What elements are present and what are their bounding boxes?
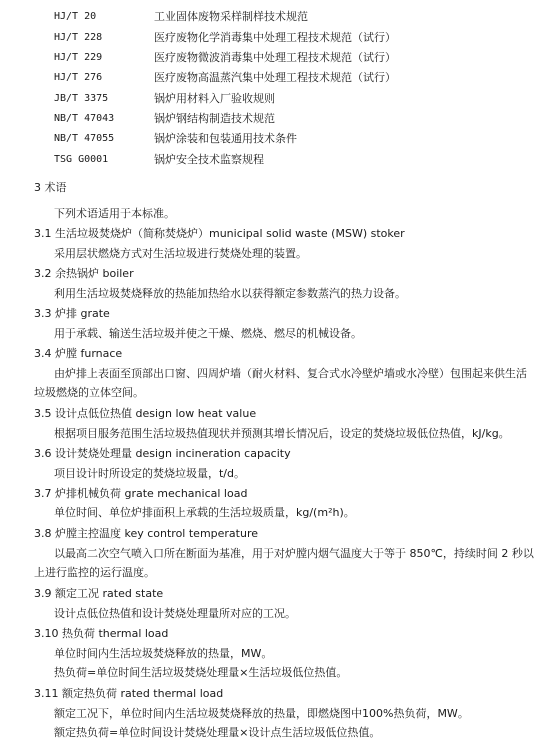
term-definition: 由炉排上表面至顶部出口窗、四周炉墙（耐火材料、复合式水冷壁炉墙或水冷壁）包围起来供生活	[54, 367, 527, 380]
section-heading: 3 术语	[34, 181, 67, 194]
term-heading: 3.1 生活垃圾焚烧炉（简称焚烧炉）municipal solid waste (MSW) stoker	[34, 227, 405, 240]
term-definition: 设计点低位热值和设计焚烧处理量所对应的工况。	[54, 607, 296, 620]
standard-title: 医疗废物化学消毒集中处理工程技术规范（试行）	[154, 31, 396, 44]
term-definition: 根据项目服务范围生活垃圾热值现状并预测其增长情况后，设定的焚烧垃圾低位热值，kJ/kg。	[54, 427, 510, 440]
standard-title: 工业固体废物采样制样技术规范	[154, 10, 308, 23]
term-definition: 项目设计时所设定的焚烧垃圾量，t/d。	[54, 467, 246, 480]
term-definition: 单位时间、单位炉排面积上承载的生活垃圾质量，kg/(m²h)。	[54, 506, 355, 519]
standard-code: HJ/T 276	[54, 72, 103, 83]
term-heading: 3.3 炉排 grate	[34, 307, 110, 320]
standard-code: HJ/T 20	[54, 11, 97, 22]
term-definition: 利用生活垃圾焚烧释放的热能加热给水以获得额定参数蒸汽的热力设备。	[54, 287, 406, 300]
term-definition: 单位时间内生活垃圾焚烧释放的热量，MW。	[54, 647, 273, 660]
term-formula: 热负荷=单位时间生活垃圾焚烧处理量×生活垃圾低位热值。	[54, 666, 348, 679]
term-heading: 3.11 额定热负荷 rated thermal load	[34, 687, 224, 700]
standard-title: 医疗废物微波消毒集中处理工程技术规范（试行）	[154, 51, 396, 64]
term-heading: 3.6 设计焚烧处理量 design incineration capacity	[34, 447, 291, 460]
standard-code: HJ/T 229	[54, 52, 103, 63]
term-formula: 额定热负荷=单位时间设计焚烧处理量×设计点生活垃圾低位热值。	[54, 726, 381, 739]
term-heading: 3.9 额定工况 rated state	[34, 587, 164, 600]
term-definition: 上进行监控的运行温度。	[34, 566, 155, 579]
term-heading: 3.2 余热锅炉 boiler	[34, 267, 134, 280]
standard-code: NB/T 47043	[54, 113, 115, 124]
term-heading: 3.7 炉排机械负荷 grate mechanical load	[34, 487, 248, 500]
term-heading: 3.5 设计点低位热值 design low heat value	[34, 407, 257, 420]
standard-title: 锅炉钢结构制造技术规范	[154, 112, 275, 125]
standard-code: HJ/T 228	[54, 32, 103, 43]
term-definition: 垃圾燃烧的立体空间。	[34, 386, 144, 399]
term-definition: 采用层状燃烧方式对生活垃圾进行焚烧处理的装置。	[54, 247, 307, 260]
term-definition: 额定工况下，单位时间内生活垃圾焚烧释放的热量，即燃烧图中100%热负荷，MW。	[54, 707, 469, 720]
term-definition: 以最高二次空气喷入口所在断面为基准，用于对炉膛内烟气温度大于等于 850℃，持续时间 2 秒以	[54, 547, 534, 560]
standard-code: TSG G0001	[54, 154, 109, 165]
standard-code: JB/T 3375	[54, 93, 109, 104]
term-definition: 用于承载、输送生活垃圾并使之干燥、燃烧、燃尽的机械设备。	[54, 327, 362, 340]
standard-title: 医疗废物高温蒸汽集中处理工程技术规范（试行）	[154, 71, 396, 84]
standard-title: 锅炉涂装和包装通用技术条件	[154, 132, 297, 145]
standard-code: NB/T 47055	[54, 133, 115, 144]
standard-title: 锅炉用材料入厂验收规则	[154, 92, 275, 105]
section-intro: 下列术语适用于本标准。	[54, 207, 175, 220]
standard-title: 锅炉安全技术监察规程	[154, 153, 264, 166]
term-heading: 3.10 热负荷 thermal load	[34, 627, 169, 640]
term-heading: 3.8 炉膛主控温度 key control temperature	[34, 527, 259, 540]
term-heading: 3.4 炉膛 furnace	[34, 347, 123, 360]
